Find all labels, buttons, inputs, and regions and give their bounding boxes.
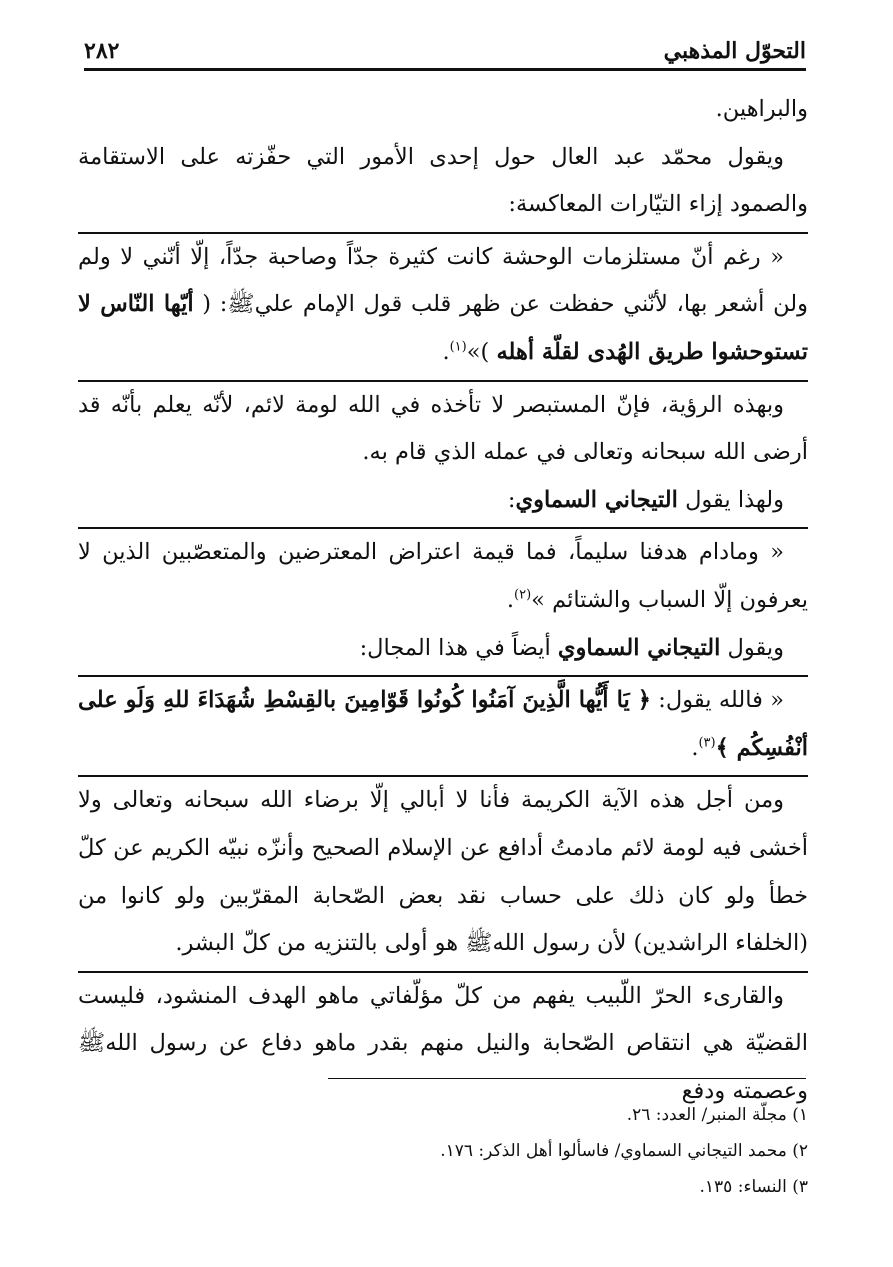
footnotes	[88, 1097, 808, 1205]
paragraph-2	[78, 134, 808, 229]
salutation-glyph: ﷺ	[78, 1030, 106, 1057]
paragraph-9-end: هو أولى بالتنزيه من كلّ البشر.	[175, 930, 466, 957]
paragraph-2-text: ويقول محمّد عبد العال حول إحدى الأمور التي حفّزته على الاستقامة والصمود إزاء التيّارات المعاكسة:	[78, 143, 808, 218]
salutation-glyph: ﷺ	[465, 930, 493, 957]
paragraph-5-end: :	[507, 486, 516, 513]
paragraph-7-start: ويقول	[720, 634, 784, 661]
salutation-glyph: ﷺ	[227, 291, 255, 318]
author-name: التيجاني السماوي	[557, 634, 721, 661]
footnote-2: ٢) محمد التيجاني السماوي/ فاسألوا أهل الذكر: ١٧٦.	[440, 1141, 808, 1161]
paragraph-8-end: .	[691, 734, 699, 761]
paragraph-8	[78, 677, 808, 772]
running-title: التحوّل المذهبي	[663, 38, 806, 64]
paragraph-7	[78, 625, 808, 673]
paragraph-9	[78, 777, 808, 967]
author-name: التيجاني السماوي	[515, 486, 678, 513]
footnote-ref-2: (٢)	[514, 587, 532, 603]
paragraph-5	[78, 477, 808, 525]
paragraph-9-text: ومن أجل هذه الآية الكريمة فأنا لا أبالي إلّا برضاء الله سبحانه وتعالى ولا أخشى فيه لومة لائم مادمتُ أدافع عن الإسلام الصحيح وأنزّه نبيّه الكريم عن كلّ خطأ ولو كان ذلك على حساب نقد بعض الصّحابة المقرّبين ولو كانوا من (الخلفاء الراشدين) لأن رسول الله	[78, 787, 808, 957]
paragraph-1-text: والبراهين.	[715, 96, 808, 122]
paragraph-6-text: « ومادام هدفنا سليماً، فما قيمة اعتراض المعترضين والمتعصّبين الذين لا يعرفون إلّا السباب والشتائم »	[78, 539, 808, 613]
paragraph-10-text: والقارىء الحرّ اللّبيب يفهم من كلّ مؤلّفاتي ماهو الهدف المنشود، فليست القضيّة هي انتقاص الصّحابة والنيل منهم بقدر ماهو دفاع عن رسول الله	[78, 982, 808, 1057]
paragraph-10-end: وعصمته ودفع	[681, 1077, 808, 1104]
footnote-ref-3: (٣)	[698, 735, 716, 751]
quote-close: )»	[466, 338, 497, 365]
paragraph-4-text: وبهذه الرؤية، فإنّ المستبصر لا تأخذه في الله لومة لائم، لأنّه يعلم بأنّه قد أرضى الله سبحانه وتعالى في عمله الذي قام به.	[78, 391, 808, 466]
paragraph-6	[78, 529, 808, 624]
footnote-rule	[328, 1078, 806, 1079]
paragraph-3-end: .	[442, 338, 450, 365]
main-text	[78, 86, 808, 1115]
paragraph-10	[78, 973, 808, 1116]
paragraph-3	[78, 234, 808, 377]
footnote-3: ٣) النساء: ١٣٥.	[699, 1177, 808, 1197]
imam-ali-quote: أيّها النّاس لا تستوحشوا طريق الهُدى لقلّة أهله	[78, 291, 808, 365]
quran-verse: ﴿ يَا أَيُّها الَّذِينَ آمَنُوا كُونُوا قَوّامِينَ بالقِسْطِ شُهَدَاءَ للهِ وَلَو على أنْفُسِكُم ﴾	[78, 687, 808, 761]
paragraph-7-end: أيضاً في هذا المجال:	[359, 634, 558, 661]
quote-intro: « رغم أنّ مستلزمات الوحشة كانت كثيرة جدّاً وصاحبة جدّاً، إلّا أنّني لا ولم ولن أشعر بها، لأنّني حفظت عن ظهر قلب قول الإمام علي	[78, 243, 808, 318]
paragraph-5-start: ولهذا يقول	[677, 486, 784, 513]
quote-open: : (	[193, 291, 228, 318]
paragraph-4	[78, 382, 808, 477]
page-header	[84, 30, 806, 71]
paragraph-1	[78, 86, 808, 134]
paragraph-8-start: « فالله يقول:	[650, 687, 784, 714]
page-number: ٢٨٢	[84, 38, 120, 64]
paragraph-6-end: .	[506, 586, 515, 613]
footnote-ref-1: (١)	[449, 339, 467, 355]
footnote-1: ١) مجلّة المنبر/ العدد: ٢٦.	[626, 1105, 808, 1125]
